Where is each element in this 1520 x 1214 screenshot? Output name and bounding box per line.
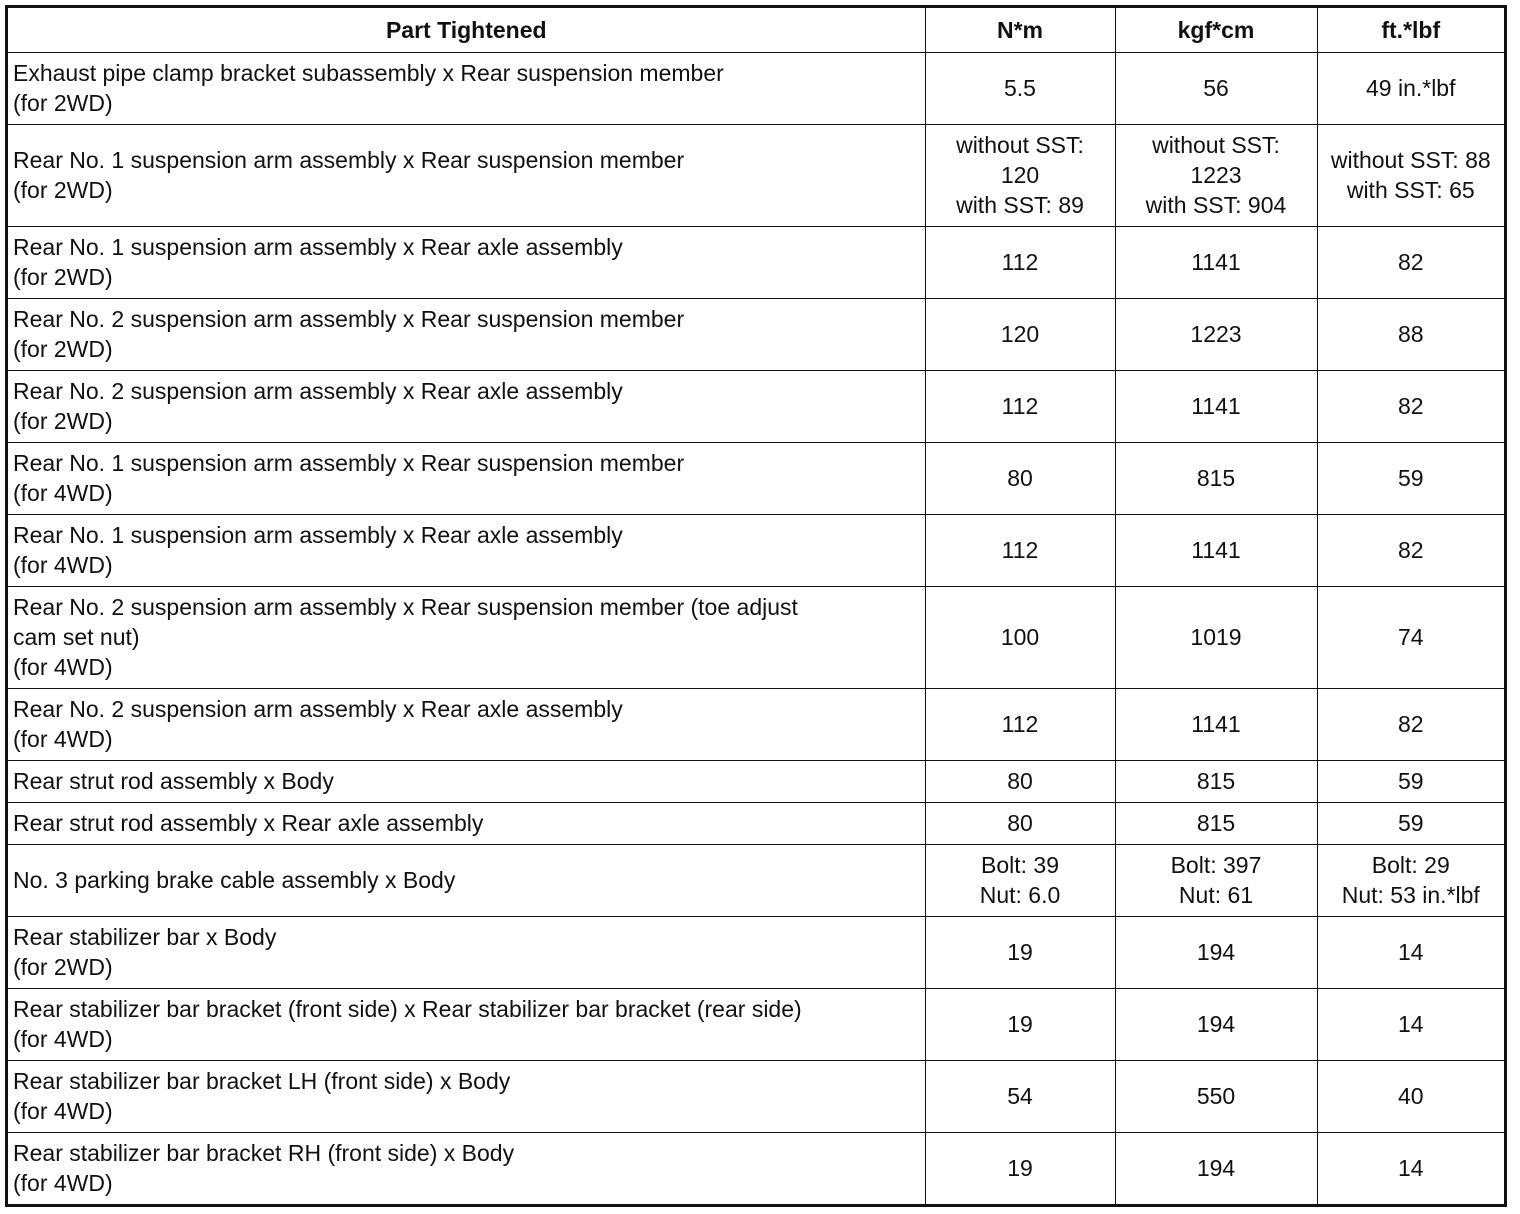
nm-cell: 120 bbox=[925, 298, 1115, 370]
ft-cell: 82 bbox=[1317, 514, 1504, 586]
kgf-cell: Bolt: 397 Nut: 61 bbox=[1115, 844, 1317, 916]
ft-cell: 59 bbox=[1317, 760, 1504, 802]
table-row bbox=[8, 226, 1504, 298]
part-cell: Rear No. 2 suspension arm assembly x Rear suspension member (toe adjust cam set nut) (for 4WD) bbox=[8, 586, 925, 688]
kgf-cell: 815 bbox=[1115, 760, 1317, 802]
kgf-cell: 194 bbox=[1115, 988, 1317, 1060]
part-cell: Rear No. 1 suspension arm assembly x Rear suspension member (for 4WD) bbox=[8, 442, 925, 514]
kgf-cell: 1141 bbox=[1115, 370, 1317, 442]
header-row bbox=[8, 8, 1504, 52]
kgf-cell: 1223 bbox=[1115, 298, 1317, 370]
table-row bbox=[8, 1060, 1504, 1132]
kgf-cell: 1141 bbox=[1115, 688, 1317, 760]
header-newton-meters: N*m bbox=[925, 8, 1115, 52]
kgf-cell: 1141 bbox=[1115, 226, 1317, 298]
nm-cell: 112 bbox=[925, 370, 1115, 442]
table-row bbox=[8, 298, 1504, 370]
ft-cell: 82 bbox=[1317, 370, 1504, 442]
nm-cell: 80 bbox=[925, 802, 1115, 844]
torque-specification-table bbox=[8, 8, 1504, 1204]
kgf-cell: 194 bbox=[1115, 1132, 1317, 1204]
part-cell: Rear strut rod assembly x Rear axle assembly bbox=[8, 802, 925, 844]
table-row bbox=[8, 916, 1504, 988]
part-cell: Rear No. 1 suspension arm assembly x Rear axle assembly (for 2WD) bbox=[8, 226, 925, 298]
part-cell: Rear No. 1 suspension arm assembly x Rear suspension member (for 2WD) bbox=[8, 124, 925, 226]
table-row bbox=[8, 124, 1504, 226]
part-cell: Rear No. 2 suspension arm assembly x Rear axle assembly (for 4WD) bbox=[8, 688, 925, 760]
part-cell: Rear strut rod assembly x Body bbox=[8, 760, 925, 802]
ft-cell: Bolt: 29 Nut: 53 in.*lbf bbox=[1317, 844, 1504, 916]
nm-cell: 19 bbox=[925, 1132, 1115, 1204]
table-row bbox=[8, 760, 1504, 802]
kgf-cell: 1019 bbox=[1115, 586, 1317, 688]
kgf-cell: 56 bbox=[1115, 52, 1317, 124]
kgf-cell: 815 bbox=[1115, 802, 1317, 844]
nm-cell: Bolt: 39 Nut: 6.0 bbox=[925, 844, 1115, 916]
nm-cell: without SST: 120 with SST: 89 bbox=[925, 124, 1115, 226]
part-cell: Rear No. 2 suspension arm assembly x Rear suspension member (for 2WD) bbox=[8, 298, 925, 370]
table-row bbox=[8, 52, 1504, 124]
ft-cell: 74 bbox=[1317, 586, 1504, 688]
table-row bbox=[8, 370, 1504, 442]
ft-cell: 14 bbox=[1317, 988, 1504, 1060]
part-cell: Rear No. 2 suspension arm assembly x Rear axle assembly (for 2WD) bbox=[8, 370, 925, 442]
nm-cell: 19 bbox=[925, 916, 1115, 988]
nm-cell: 112 bbox=[925, 688, 1115, 760]
ft-cell: 59 bbox=[1317, 442, 1504, 514]
ft-cell: 59 bbox=[1317, 802, 1504, 844]
ft-cell: 14 bbox=[1317, 916, 1504, 988]
nm-cell: 19 bbox=[925, 988, 1115, 1060]
table-row bbox=[8, 514, 1504, 586]
table-row bbox=[8, 586, 1504, 688]
nm-cell: 5.5 bbox=[925, 52, 1115, 124]
kgf-cell: 815 bbox=[1115, 442, 1317, 514]
nm-cell: 54 bbox=[925, 1060, 1115, 1132]
torque-specification-table-frame bbox=[5, 5, 1507, 1207]
ft-cell: 49 in.*lbf bbox=[1317, 52, 1504, 124]
table-row bbox=[8, 802, 1504, 844]
ft-cell: 82 bbox=[1317, 688, 1504, 760]
header-part-tightened: Part Tightened bbox=[8, 8, 925, 52]
table-row bbox=[8, 844, 1504, 916]
part-cell: Rear stabilizer bar bracket (front side) x Rear stabilizer bar bracket (rear side) (for 4WD) bbox=[8, 988, 925, 1060]
kgf-cell: without SST: 1223 with SST: 904 bbox=[1115, 124, 1317, 226]
nm-cell: 112 bbox=[925, 226, 1115, 298]
table-row bbox=[8, 442, 1504, 514]
nm-cell: 80 bbox=[925, 760, 1115, 802]
ft-cell: 40 bbox=[1317, 1060, 1504, 1132]
nm-cell: 112 bbox=[925, 514, 1115, 586]
ft-cell: without SST: 88 with SST: 65 bbox=[1317, 124, 1504, 226]
kgf-cell: 1141 bbox=[1115, 514, 1317, 586]
part-cell: Exhaust pipe clamp bracket subassembly x Rear suspension member (for 2WD) bbox=[8, 52, 925, 124]
header-kgf-cm: kgf*cm bbox=[1115, 8, 1317, 52]
nm-cell: 80 bbox=[925, 442, 1115, 514]
part-cell: Rear stabilizer bar bracket RH (front side) x Body (for 4WD) bbox=[8, 1132, 925, 1204]
table-row bbox=[8, 1132, 1504, 1204]
ft-cell: 14 bbox=[1317, 1132, 1504, 1204]
header-ft-lbf: ft.*lbf bbox=[1317, 8, 1504, 52]
nm-cell: 100 bbox=[925, 586, 1115, 688]
ft-cell: 82 bbox=[1317, 226, 1504, 298]
part-cell: No. 3 parking brake cable assembly x Body bbox=[8, 844, 925, 916]
part-cell: Rear stabilizer bar bracket LH (front side) x Body (for 4WD) bbox=[8, 1060, 925, 1132]
ft-cell: 88 bbox=[1317, 298, 1504, 370]
kgf-cell: 194 bbox=[1115, 916, 1317, 988]
table-row bbox=[8, 988, 1504, 1060]
part-cell: Rear No. 1 suspension arm assembly x Rear axle assembly (for 4WD) bbox=[8, 514, 925, 586]
table-row bbox=[8, 688, 1504, 760]
part-cell: Rear stabilizer bar x Body (for 2WD) bbox=[8, 916, 925, 988]
kgf-cell: 550 bbox=[1115, 1060, 1317, 1132]
